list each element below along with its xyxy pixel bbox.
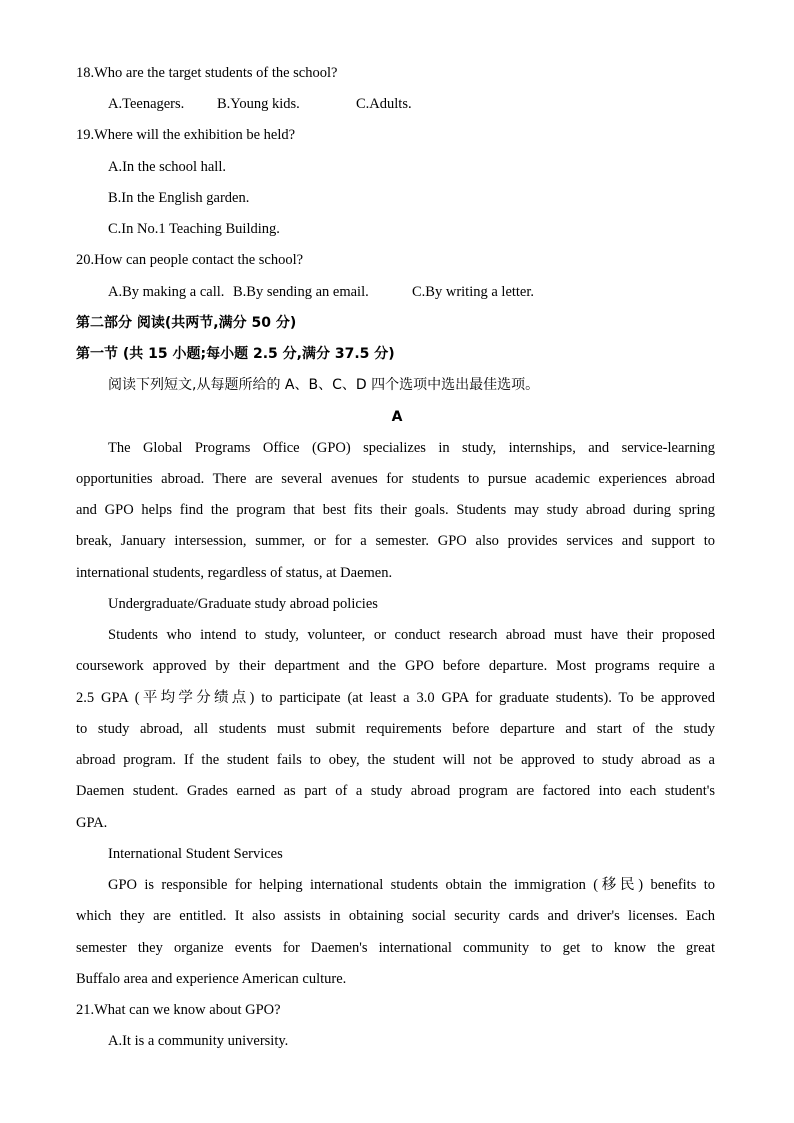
passage-heading-policies: Undergraduate/Graduate study abroad policies: [108, 596, 378, 612]
question-19-option-b: B.In the English garden.: [108, 190, 250, 206]
section-instruction: 阅读下列短文,从每题所给的 A、B、C、D 四个选项中选出最佳选项。: [108, 377, 540, 393]
passage-p2-line: to study abroad, all students must submit requirements before departure and start of the study: [76, 721, 715, 737]
passage-p2-line: coursework approved by their department and the GPO before departure. Most programs require a: [76, 658, 715, 674]
passage-p1-line: opportunities abroad. There are several avenues for students to pursue academic experiences abroad: [76, 471, 715, 487]
question-21-stem: 21.What can we know about GPO?: [76, 1002, 281, 1018]
question-20-stem: 20.How can people contact the school?: [76, 252, 304, 268]
option-b: B.By sending an email.: [233, 284, 369, 300]
option-c: C.Adults.: [356, 96, 412, 112]
passage-p2-line: Students who intend to study, volunteer, or conduct research abroad must have their proposed: [108, 627, 715, 643]
option-c: C.By writing a letter.: [412, 284, 535, 300]
passage-p2-line: GPA.: [76, 815, 108, 831]
option-b: B.Young kids.: [217, 96, 300, 112]
question-19-stem: 19.Where will the exhibition be held?: [76, 127, 296, 143]
passage-p1-line: and GPO helps find the program that best fits their goals. Students may study abroad during spring: [76, 502, 715, 518]
passage-heading-services: International Student Services: [108, 846, 283, 862]
question-19-option-c: C.In No.1 Teaching Building.: [108, 221, 280, 237]
question-21-option-a: A.It is a community university.: [108, 1033, 289, 1049]
passage-p2-line: Daemen student. Grades earned as part of a study abroad program are factored into each student's: [76, 783, 715, 799]
question-18-options: [108, 94, 412, 114]
passage-label: A: [391, 409, 403, 425]
question-18-stem: 18.Who are the target students of the school?: [76, 65, 338, 81]
question-20-options: [108, 282, 535, 302]
section-part-title: 第二部分 阅读(共两节,满分 50 分): [76, 315, 297, 331]
question-19-option-a: A.In the school hall.: [108, 159, 226, 175]
passage-p3-line: Buffalo area and experience American culture.: [76, 971, 347, 987]
option-a: A.Teenagers.: [108, 96, 185, 112]
section-sub-title: 第一节 (共 15 小题;每小题 2.5 分,满分 37.5 分): [76, 346, 395, 362]
passage-p1-line: international students, regardless of status, at Daemen.: [76, 565, 393, 581]
passage-p2-line: abroad program. If the student fails to obey, the student will not be approved to study abroad as a: [76, 752, 715, 768]
passage-p2-line: 2.5 GPA (平均学分绩点) to participate (at least a 3.0 GPA for graduate students). To be approved: [76, 690, 715, 706]
passage-p1-line: break, January intersession, summer, or for a semester. GPO also provides services and support to: [76, 533, 715, 549]
passage-p1-line: The Global Programs Office (GPO) specializes in study, internships, and service-learning: [108, 440, 715, 456]
passage-p3-line: which they are entitled. It also assists in obtaining social security cards and driver's licenses. Each: [76, 908, 715, 924]
passage-p3-line: GPO is responsible for helping international students obtain the immigration (移民) benefits to: [108, 877, 715, 893]
passage-p3-line: semester they organize events for Daemen's international community to get to know the great: [76, 940, 715, 956]
option-a: A.By making a call.: [108, 284, 225, 300]
